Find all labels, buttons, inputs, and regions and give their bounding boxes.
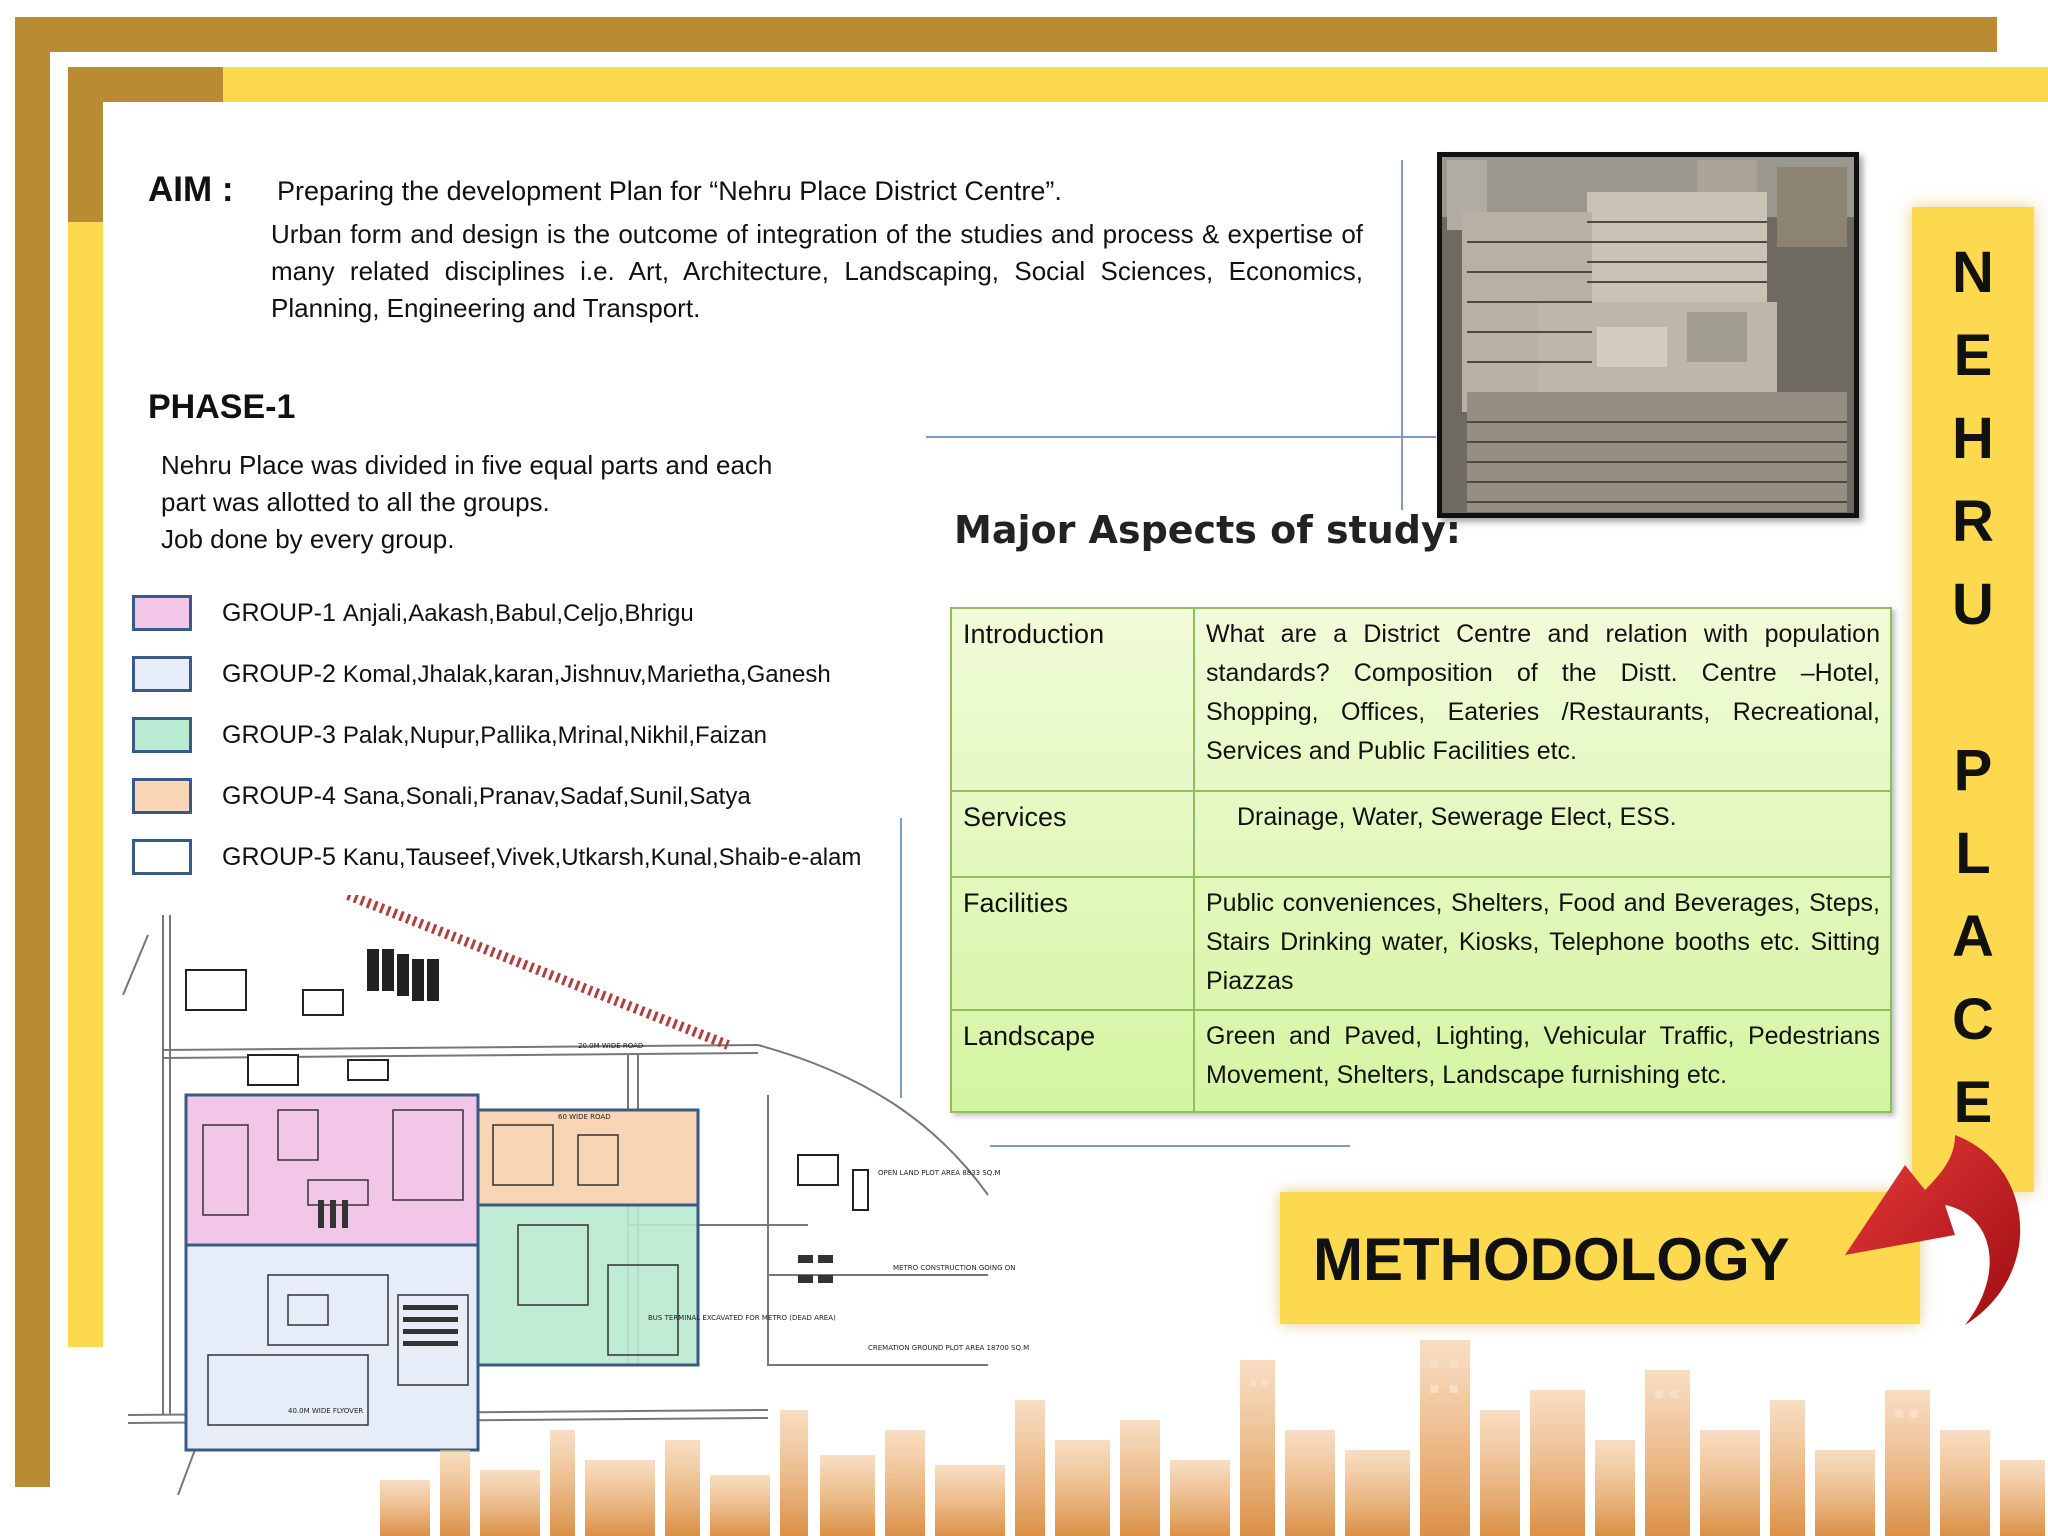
aim-title: Preparing the development Plan for “Nehru Place District Centre”. [277,176,1062,206]
phase-title: PHASE-1 [148,388,296,426]
aspect-key: Services [951,791,1194,877]
group-4-swatch [132,778,192,814]
phase-line: Nehru Place was divided in five equal parts and each [161,450,773,480]
sidebar-letter: N [1952,240,1994,305]
group-name: GROUP-1 [222,599,336,627]
group-5-swatch [132,839,192,875]
frame-top-bar [15,17,1997,52]
group-legend-item-1 [132,595,892,635]
group-2-text [222,660,831,689]
group-legend-item-4 [132,778,892,818]
group-1-text [222,599,694,628]
group-name: GROUP-5 [222,843,336,871]
city-skyline-decoration [370,1300,2048,1536]
aspect-value: Drainage, Water, Sewerage Elect, ESS. [1194,791,1891,877]
map-label-bus: BUS TERMINAL EXCAVATED FOR METRO (DEAD AREA) [648,1314,836,1322]
map-label-road-top: 20.0M WIDE ROAD [578,1042,644,1050]
aspect-value: Green and Paved, Lighting, Vehicular Traffic, Pedestrians Movement, Shelters, Landscape furnishing etc. [1194,1010,1891,1112]
sidebar-letter: E [1953,323,1993,388]
title-sidebar [1912,207,2034,1192]
group-legend-item-2 [132,656,892,696]
aspects-table [950,607,1892,1113]
sidebar-letter: P [1953,738,1993,803]
map-label-cremation: CREMATION GROUND PLOT AREA 18700 SQ.M [868,1344,1030,1352]
group-members: Palak,Nupur,Pallika,Mrinal,Nikhil,Faizan [342,722,768,749]
sidebar-letter: R [1952,489,1994,554]
aspects-title: Major Aspects of study: [954,508,1461,552]
nehru-place-photo [1437,152,1859,518]
sidebar-letter: C [1952,987,1994,1052]
table-row [951,1010,1891,1112]
group-members: Komal,Jhalak,karan,Jishnuv,Marietha,Ganesh [342,661,831,688]
aspect-key: Introduction [951,608,1194,791]
phase-line: Job done by every group. [161,524,455,554]
frame-inner-left-corner [68,67,103,222]
sidebar-letter: L [1955,821,1991,886]
group-name: GROUP-3 [222,721,336,749]
group-members: Kanu,Tauseef,Vivek,Utkarsh,Kunal,Shaib-e-alam [342,844,862,871]
aim-body: Urban form and design is the outcome of integration of the studies and process & expertise of many related disciplines i.e. Art, Architecture, Landscaping, Social Sciences, Economics, Planning, Engineering and Transport. [271,219,1363,323]
group-3-swatch [132,717,192,753]
group-4-text [222,782,751,811]
sidebar-letter: A [1952,904,1994,969]
table-row [951,791,1891,877]
group-2-swatch [132,656,192,692]
table-row [951,877,1891,1010]
methodology-label: METHODOLOGY [1313,1226,1790,1293]
aspect-value: Public conveniences, Shelters, Food and Beverages, Steps, Stairs Drinking water, Kiosks, Telephone booths etc. Sitting Piazzas [1194,877,1891,1010]
frame-inner-top-bar [68,67,2048,102]
aim-label: AIM : [148,170,234,209]
sidebar-letter: H [1952,406,1994,471]
guide-line [990,1145,1350,1147]
aspect-value: What are a District Centre and relation with population standards? Composition of the Distt. Centre –Hotel, Shopping, Offices, Eateries /Restaurants, Recreational, Services and Public Facilities etc. [1194,608,1891,791]
group-1-swatch [132,595,192,631]
sidebar-letter: E [1953,1070,1993,1135]
guide-line [900,818,902,1098]
map-label-road-bottom: 40.0M WIDE FLYOVER [288,1407,364,1415]
group-5-text [222,843,861,872]
phase-body [161,447,861,558]
group-members: Sana,Sonali,Pranav,Sadaf,Sunil,Satya [342,783,751,810]
group-legend-item-3 [132,717,892,757]
guide-line [1401,160,1403,510]
frame-inner-left-bar [68,67,103,1347]
group-legend-item-5 [132,839,892,879]
group-name: GROUP-2 [222,660,336,688]
group-members: Anjali,Aakash,Babul,Celjo,Bhrigu [342,600,694,627]
group-3-text [222,721,767,750]
table-row [951,608,1891,791]
map-label-metro: METRO CONSTRUCTION GOING ON [893,1264,1016,1272]
sidebar-letter: U [1952,572,1994,637]
aspect-key: Facilities [951,877,1194,1010]
phase-line: part was allotted to all the groups. [161,487,550,517]
map-label-open-land: OPEN LAND PLOT AREA 8833 SQ.M [878,1169,1001,1177]
group-name: GROUP-4 [222,782,336,810]
map-label-road-mid: 60 WIDE ROAD [558,1113,611,1121]
guide-line [926,436,1436,438]
aspect-key: Landscape [951,1010,1194,1112]
frame-left-bar [15,17,50,1487]
